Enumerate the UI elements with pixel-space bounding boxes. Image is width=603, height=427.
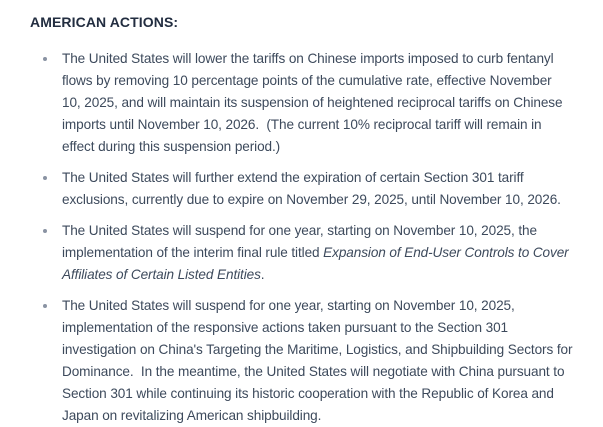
bullet-item-section-301-exclusions [43,167,573,211]
bullet-text: The United States will further extend the expiration of certain Section 301 tariff exclusions, currently due to expire on November 29, 2025, until November 10, 2026. [62,170,561,207]
bullet-text: The United States will suspend for one year, starting on November 10, 2025, the implementation of the interim final rule titled [62,223,541,260]
bullet-list [30,48,577,427]
section-heading: AMERICAN ACTIONS: [30,14,179,30]
bullet-text: The United States will lower the tariffs on Chinese imports imposed to curb fentanyl flows by removing 10 percentage points of the cumulative rate, effective November 10, 2025, and will maintain its suspension of heightened reciprocal tariffs on Chinese imports until November 10, 2026. (The current 10% reciprocal tariff will remain in effect during this suspension period.) [62,51,567,154]
bullet-icon [43,176,47,180]
bullet-icon [43,304,47,308]
bullet-text-after: . [260,267,265,282]
rule-title-italic: Expansion of End-User Controls to Cover Affiliates of Certain Listed Entities [62,245,572,282]
bullet-text: The United States will suspend for one year, starting on November 10, 2025, implementation of the responsive actions taken pursuant to the Section 301 investigation on China's Targeting the Maritime, Logistics, and Shipbuilding Sectors for Dominance. In the meantime, the United States will negotiate with China pursuant to Section 301 while continuing its historic cooperation with the Republic of Korea and Japan on revitalizing American shipbuilding. [62,298,577,423]
bullet-item-tariff-lowering [43,48,573,158]
bullet-item-interim-final-rule [43,220,573,286]
bullet-item-responsive-actions [43,295,577,427]
bullet-icon [43,57,47,61]
bullet-icon [43,229,47,233]
